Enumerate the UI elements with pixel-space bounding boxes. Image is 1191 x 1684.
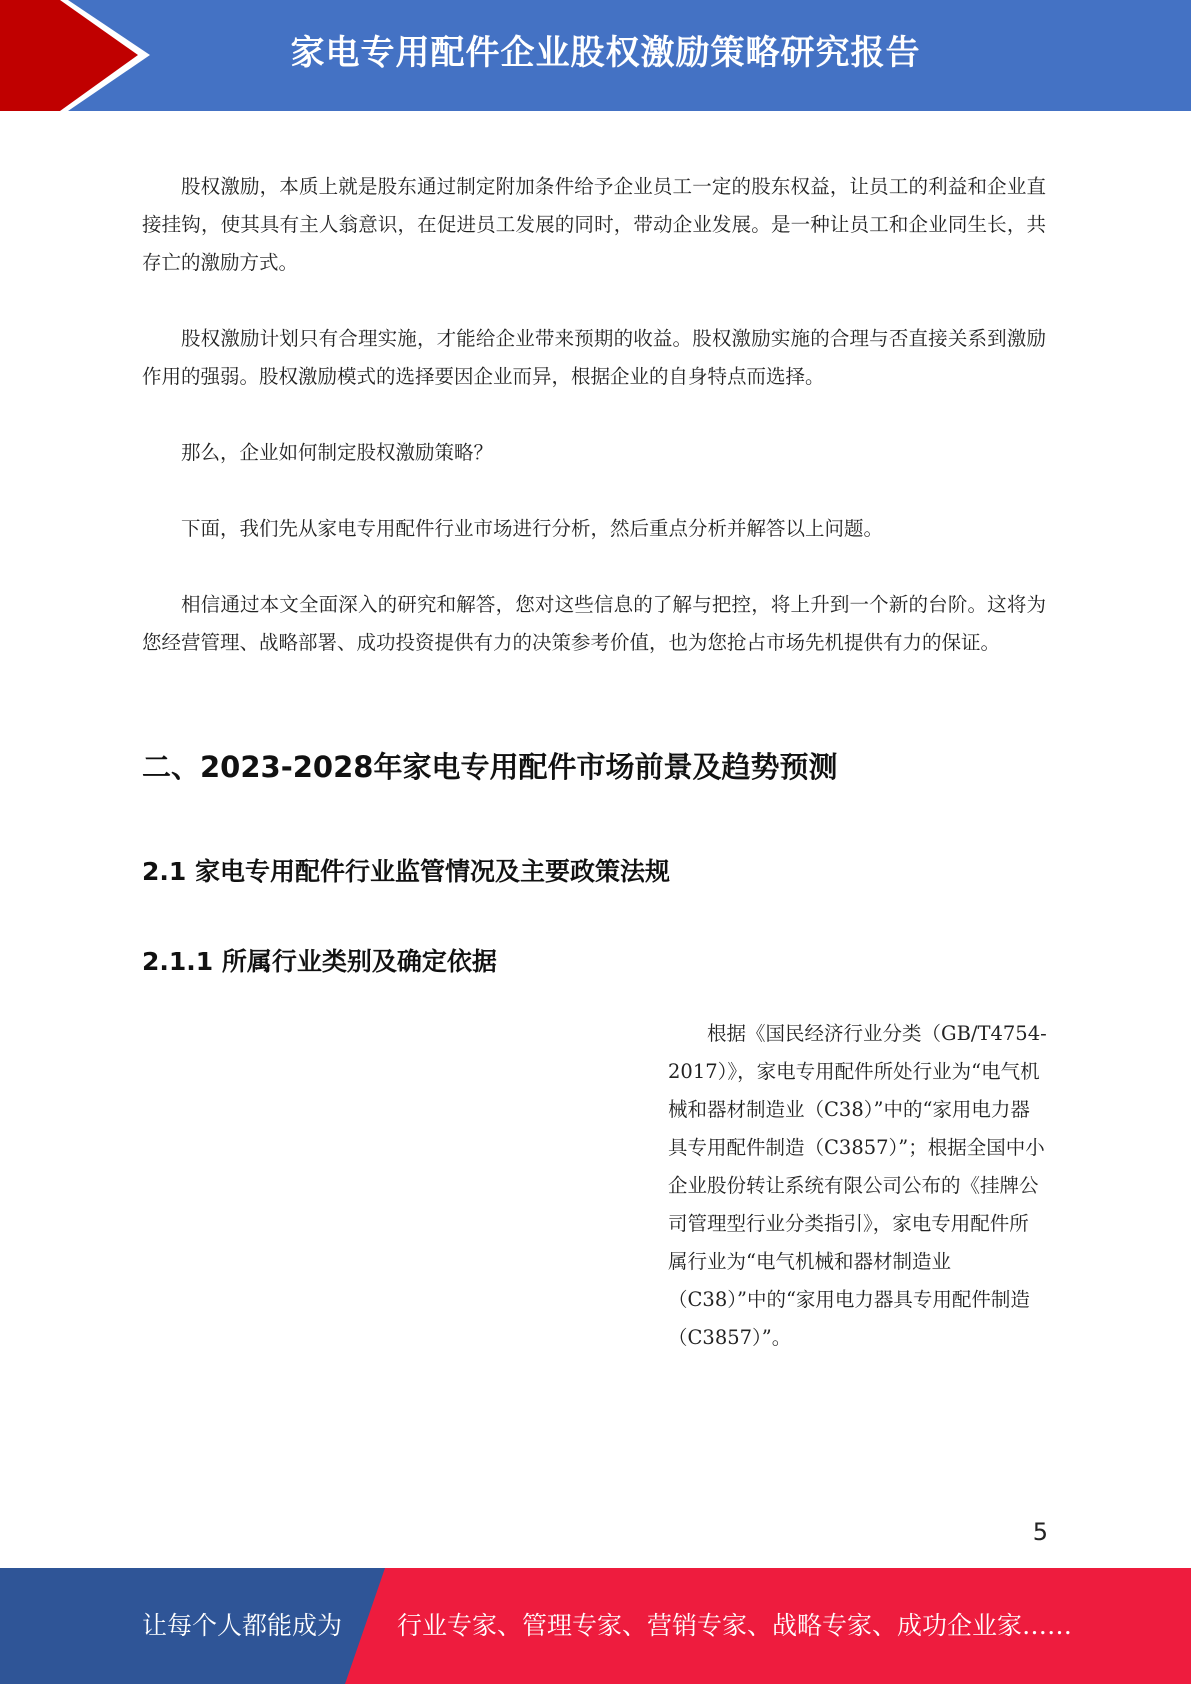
paragraph: 股权激励计划只有合理实施，才能给企业带来预期的收益。股权激励实施的合理与否直接关系到激励作用的强弱。股权激励模式的选择要因企业而异，根据企业的自身特点而选择。 <box>142 327 1046 388</box>
header-arrow-decoration <box>0 0 150 111</box>
paragraph: 股权激励，本质上就是股东通过制定附加条件给予企业员工一定的股东权益，让员工的利益和企业直接挂钩，使其具有主人翁意识，在促进员工发展的同时，带动企业发展。是一种让员工和企业同生长，共存亡的激励方式。 <box>142 175 1046 274</box>
page-footer <box>0 1568 1191 1684</box>
industry-classification-paragraph: 根据《国民经济行业分类（GB/T4754-2017）》，家电专用配件所处行业为“电气机械和器材制造业（C38）”中的“家用电力器具专用配件制造（C3857）”；根据全国中小企业股份转让系统有限公司公布的《挂牌公司管理型行业分类指引》，家电专用配件所属行业为“电气机械和器材制造业（C38）”中的“家用电力器具专用配件制造（C3857）”。 <box>668 1022 1047 1349</box>
paragraph: 相信通过本文全面深入的研究和解答，您对这些信息的了解与把控，将上升到一个新的台阶。这将为您经营管理、战略部署、成功投资提供有力的决策参考价值，也为您抢占市场先机提供有力的保证。 <box>142 593 1046 654</box>
subsubsection-heading: 2.1.1 所属行业类别及确定依据 <box>142 947 497 976</box>
footer-slogan-left: 让每个人都能成为 <box>142 1611 343 1640</box>
page-header <box>0 0 1191 111</box>
page-number: 5 <box>1032 1518 1048 1546</box>
intro-content <box>142 168 1046 700</box>
paragraph: 那么，企业如何制定股权激励策略？ <box>181 441 494 464</box>
header-title: 家电专用配件企业股权激励策略研究报告 <box>290 33 921 73</box>
subsection-heading: 2.1 家电专用配件行业监管情况及主要政策法规 <box>142 857 670 886</box>
paragraph: 下面，我们先从家电专用配件行业市场进行分析，然后重点分析并解答以上问题。 <box>181 517 884 540</box>
section-heading: 二、2023-2028年家电专用配件市场前景及趋势预测 <box>142 750 838 784</box>
footer-slogan-right: 行业专家、管理专家、营销专家、战略专家、成功企业家…… <box>397 1611 1073 1640</box>
